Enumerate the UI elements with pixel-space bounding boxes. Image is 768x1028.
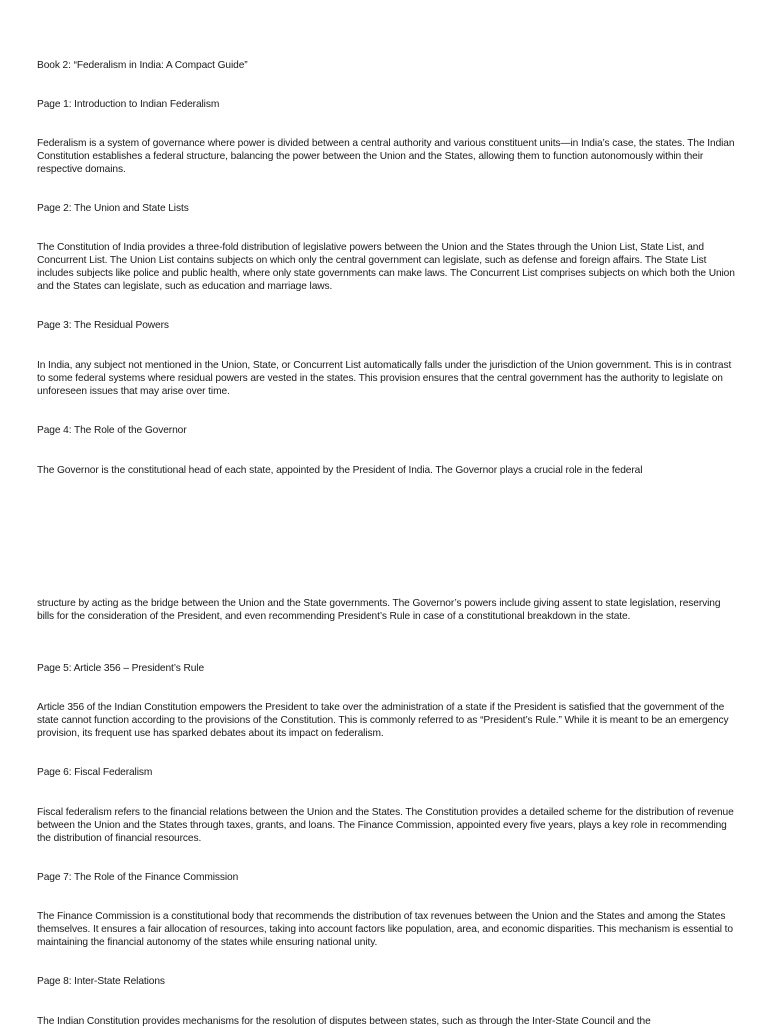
- section-body-7: The Finance Commission is a constitutional body that recommends the distribution of tax revenues between the Union and the States and among the States themselves. It ensures a fair allocation of resources, taking into account factors like population, area, and economic disparities. This mechanism is essential to maintaining the financial autonomy of the states while ensuring national unity.: [37, 911, 733, 948]
- section-heading-2: Page 2: The Union and State Lists: [37, 203, 189, 214]
- section-heading-4: Page 4: The Role of the Governor: [37, 425, 187, 436]
- section-body-4-continuation: structure by acting as the bridge between the Union and the State governments. The Governor’s powers include giving assent to state legislation, reserving bills for the consideration of the President, and even recommending President’s Rule in case of a constitutional breakdown in the state.: [37, 598, 721, 622]
- book-title: Book 2: “Federalism in India: A Compact Guide”: [37, 60, 248, 71]
- section-body-1: Federalism is a system of governance where power is divided between a central authority and various constituent units—in India’s case, the states. The Indian Constitution establishes a federal structure, balancing the power between the Union and the States, allowing them to function autonomously within their respective domains.: [37, 138, 735, 175]
- section-heading-1: Page 1: Introduction to Indian Federalism: [37, 99, 220, 110]
- section-heading-5: Page 5: Article 356 – President’s Rule: [37, 663, 205, 674]
- section-heading-3: Page 3: The Residual Powers: [37, 320, 169, 331]
- section-body-3: In India, any subject not mentioned in the Union, State, or Concurrent List automatically falls under the jurisdiction of the Union government. This is in contrast to some federal systems where residual powers are vested in the states. This provision ensures that the central government has the authority to legislate on unforeseen issues that may arise over time.: [37, 360, 732, 397]
- section-body-6: Fiscal federalism refers to the financial relations between the Union and the States. The Constitution provides a detailed scheme for the distribution of revenue between the Union and the States through taxes, grants, and loans. The Finance Commission, appointed every five years, plays a key role in recommending the distribution of financial resources.: [37, 807, 734, 844]
- section-body-2: The Constitution of India provides a three-fold distribution of legislative powers between the Union and the States through the Union List, State List, and Concurrent List. The Union List contains subjects on which only the central government can legislate, such as defense and foreign affairs. The State List includes subjects like police and public health, where only state governments can make laws. The Concurrent List comprises subjects on which both the Union and the States can legislate, such as education and marriage laws.: [37, 242, 735, 292]
- section-body-4: The Governor is the constitutional head of each state, appointed by the President of India. The Governor plays a crucial role in the federal: [37, 465, 643, 476]
- section-heading-6: Page 6: Fiscal Federalism: [37, 767, 153, 778]
- section-body-8: The Indian Constitution provides mechanisms for the resolution of disputes between states, such as through the Inter-State Council and the: [37, 1016, 651, 1027]
- section-heading-7: Page 7: The Role of the Finance Commission: [37, 872, 239, 883]
- section-body-5: Article 356 of the Indian Constitution empowers the President to take over the administration of a state if the President is satisfied that the government of the state cannot function according to the provisions of the Constitution. This is commonly referred to as “President’s Rule.” While it is meant to be an emergency provision, its frequent use has sparked debates about its impact on federalism.: [37, 702, 729, 739]
- section-heading-8: Page 8: Inter-State Relations: [37, 976, 165, 987]
